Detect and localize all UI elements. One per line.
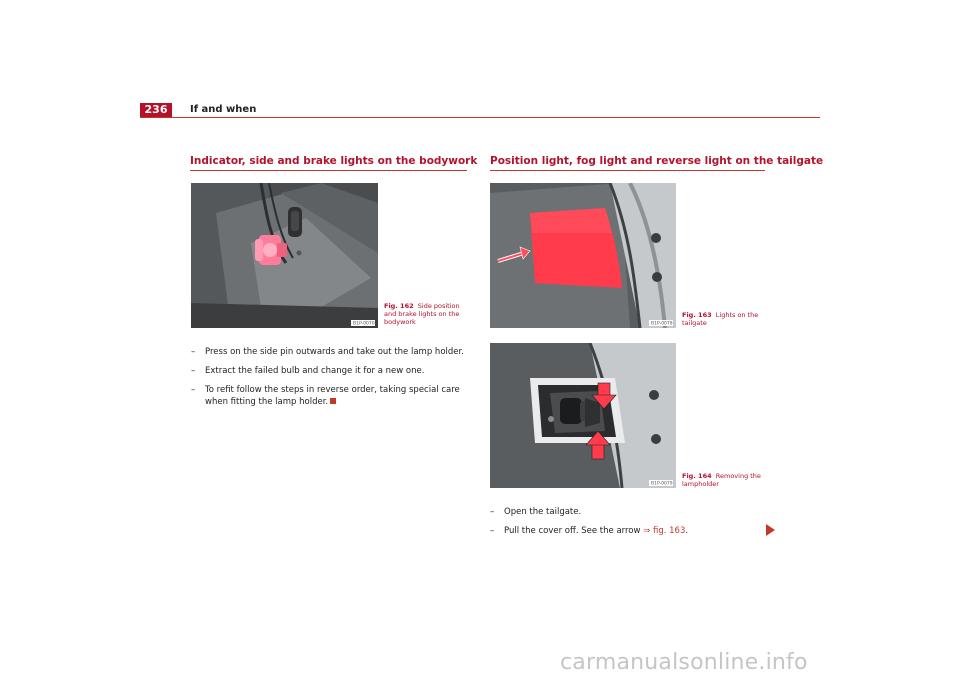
figure-164-photo bbox=[490, 343, 676, 488]
figure-163-caption bbox=[682, 311, 762, 327]
caption-text: Removing the lampholder bbox=[682, 472, 761, 488]
step-item: – Press on the side pin outwards and take out the lamp holder. bbox=[191, 347, 464, 357]
figure-reference-link[interactable]: ⇒ fig. 163 bbox=[643, 526, 686, 536]
right-steps-list bbox=[490, 506, 768, 544]
caption-number: Fig. 163 bbox=[682, 311, 712, 319]
figure-164-caption bbox=[682, 472, 762, 488]
caption-number: Fig. 162 bbox=[384, 302, 414, 310]
section-end-mark bbox=[330, 398, 336, 404]
step-item: – Extract the failed bulb and change it for a new one. bbox=[191, 366, 425, 376]
caption-number: Fig. 164 bbox=[682, 472, 712, 480]
figure-162-caption bbox=[384, 302, 466, 326]
step-item: – Pull the cover off. See the arrow ⇒ fig. 163. bbox=[490, 526, 689, 536]
section-title-tailgate-lights: Position light, fog light and reverse light on the tailgate bbox=[490, 155, 765, 171]
figure-163-photo bbox=[490, 183, 676, 328]
header-rule bbox=[140, 117, 820, 118]
chapter-title: If and when bbox=[190, 104, 257, 115]
page-number: 236 bbox=[140, 103, 172, 117]
figure-code-label: B1P-0078 bbox=[651, 321, 673, 327]
left-steps-list bbox=[191, 346, 469, 415]
section-title-bodywork-lights: Indicator, side and brake lights on the bodywork bbox=[190, 155, 467, 171]
figure-162-photo bbox=[191, 183, 378, 328]
step-item: – To refit follow the steps in reverse order, taking special care when fitting the lamp holder. bbox=[191, 385, 460, 407]
watermark: carmanualsonline.info bbox=[560, 650, 808, 675]
caption-text: Lights on the tailgate bbox=[682, 311, 759, 327]
figure-code-label: B1P-0070 bbox=[353, 321, 375, 327]
caption-text: Side position and brake lights on the bodywork bbox=[384, 302, 460, 326]
figure-code-label: B1P-0079 bbox=[651, 481, 673, 487]
continue-next-page-icon bbox=[766, 524, 775, 536]
step-item: – Open the tailgate. bbox=[490, 507, 582, 517]
